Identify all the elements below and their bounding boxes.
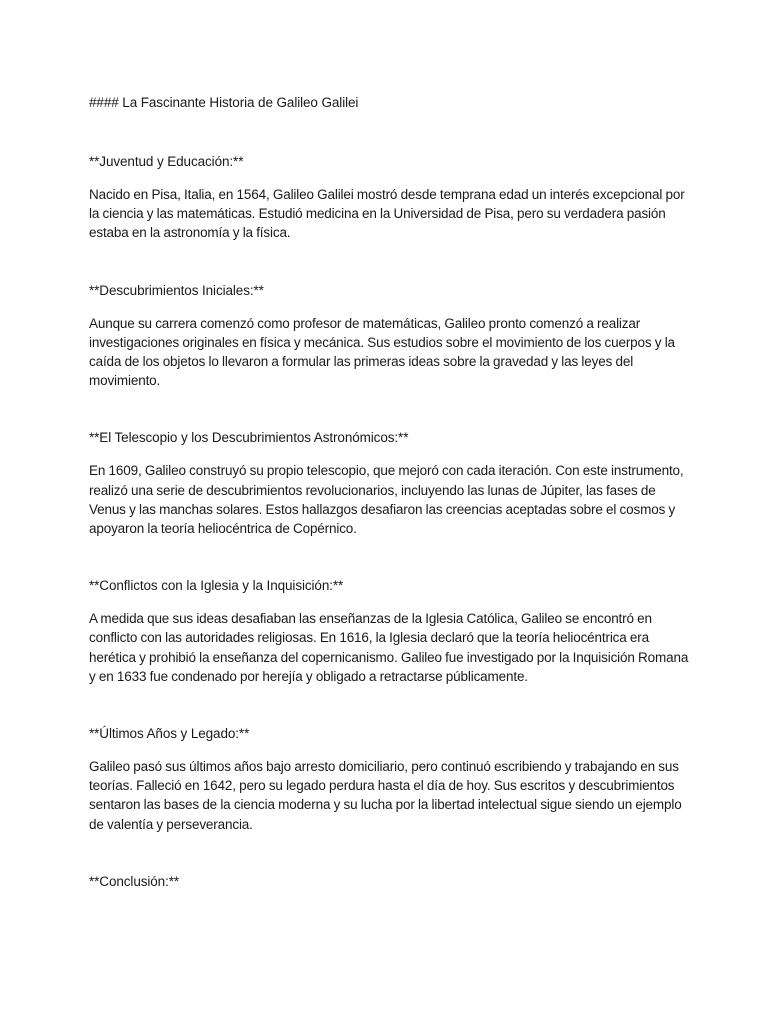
section-juventud [89,152,689,243]
document-title: #### La Fascinante Historia de Galileo Galilei [89,95,359,110]
section-paragraph: A medida que sus ideas desafiaban las enseñanzas de la Iglesia Católica, Galileo se encontró en conflicto con las autoridades religiosas. En 1616, la Iglesia declaró que la teoría heliocéntrica era herética y prohibió la enseñanza del copernicanismo. Galileo fue investigado por la Inquisición Romana y en 1633 fue condenado por herejía y obligado a retractarse públicamente. [89,611,689,684]
section-paragraph: Galileo pasó sus últimos años bajo arresto domiciliario, pero continuó escribiendo y trabajando en sus teorías. Falleció en 1642, pero su legado perdura hasta el día de hoy. Sus escritos y descubrimientos sentaron las bases de la ciencia moderna y su lucha por la libertad intelectual sigue siendo un ejemplo de valentía y perseverancia. [89,759,682,832]
section-paragraph: En 1609, Galileo construyó su propio telescopio, que mejoró con cada iteración. Con este instrumento, realizó una serie de descubrimientos revolucionarios, incluyendo las lunas de Júpiter, las fases de Venus y las manchas solares. Estos hallazgos desafiaron las creencias aceptadas sobre el cosmos y apoyaron la teoría heliocéntrica de Copérnico. [89,463,684,537]
section-telescopio [89,428,689,538]
section-conflictos [89,576,689,686]
section-conclusion [89,872,689,892]
section-heading: **Conflictos con la Iglesia y la Inquisición:** [89,578,344,594]
section-heading: **Conclusión:** [89,873,180,889]
section-ultimos-anos [89,724,689,834]
section-heading: **Descubrimientos Iniciales:** [89,282,264,298]
document-content [89,93,689,892]
section-paragraph: Nacido en Pisa, Italia, en 1564, Galileo Galilei mostró desde temprana edad un interés excepcional por la ciencia y las matemáticas. Estudió medicina en la Universidad de Pisa, pero su verdadera pasión estaba en la astronomía y la física. [89,187,685,241]
section-heading: **Juventud y Educación:** [89,154,244,169]
section-heading: **Últimos Años y Legado:** [89,726,250,742]
section-paragraph: Aunque su carrera comenzó como profesor de matemáticas, Galileo pronto comenzó a realizar investigaciones originales en física y mecánica. Sus estudios sobre el movimiento de los cuerpos y la caída de los objetos lo llevaron a formular las primeras ideas sobre la gravedad y las leyes del movimiento. [89,315,675,389]
section-heading: **El Telescopio y los Descubrimientos Astronómicos:** [89,430,409,446]
section-descubrimientos [89,281,689,391]
